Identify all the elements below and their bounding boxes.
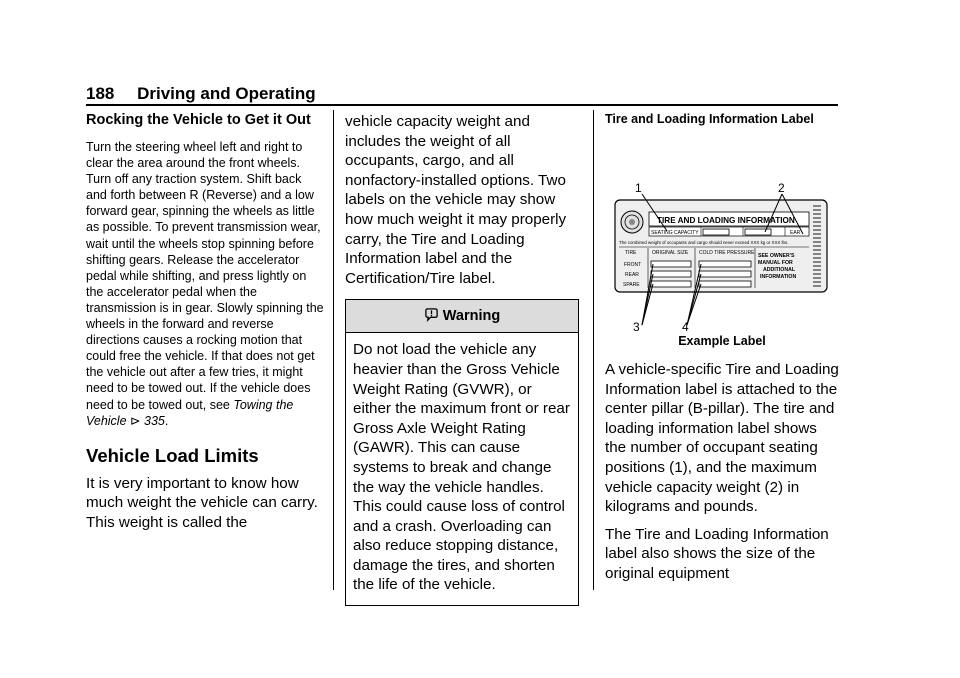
chapter-title: Driving and Operating [137,84,316,103]
warning-box [345,299,579,606]
load-limits-heading: Vehicle Load Limits [86,444,259,466]
fig-rear: EAR [790,230,801,236]
callout-1: 1 [635,181,642,195]
warning-text: Do not load the vehicle any heavier than the Gross Vehicle Weight Rating (GVWR), or either the maximum front or rear Gross Axle Weight Rating (GAWR). This can cause systems to break and change the way the vehicle handles. This could cause loss of control and a crash. Overloading can also reduce stopping distance, damage the tires, and shorten the life of the vehicle. [353,341,570,594]
fig-row-front: FRONT [624,262,642,268]
column-divider-right [593,110,594,590]
callout-3: 3 [633,320,640,332]
fig-see-owners-2: MANUAL FOR [758,260,793,266]
tire-label-heading: Tire and Loading Information Label [605,112,814,126]
fig-row-rear: REAR [625,272,639,278]
column-3 [605,112,839,584]
figure-caption: Example Label [678,334,766,348]
rocking-paragraph: Turn the steering wheel left and right to clear the area around the front wheels. Turn off any traction system. Shift back and forth between R (Reverse) and a low forward gear, spinning the wheels as little as possible. To prevent transmission wear, wait until the wheels stop spinning before shifting gears. Release the accelerator pedal while shifting, and press lightly on the accelerator pedal when the transmission is in gear. Slowly spinning the wheels in the forward and reverse directions causes a rocking motion that could free the vehicle. If that does not get the vehicle out after a few tries, it might need to be towed out. If the vehicle does need to be towed out, see Towing the Vehicle ⊳ 335. [86,140,324,428]
callout-4: 4 [682,320,689,332]
fig-seating-capacity: SEATING CAPACITY [651,230,699,236]
warning-title: Warning [442,308,501,325]
column-1 [86,112,324,532]
fig-col-tire: TIRE [625,250,637,256]
fig-label-title: TIRE AND LOADING INFORMATION [657,216,795,225]
towing-link-page[interactable]: 335 [144,413,165,428]
fig-see-owners-1: SEE OWNER'S [758,253,795,259]
towing-link[interactable]: Towing the Vehicle [86,397,294,428]
tire-loading-label-figure [605,132,839,332]
fig-see-owners-4: INFORMATION [760,274,797,280]
label-description-paragraph: A vehicle-specific Tire and Loading Information label is attached to the center pillar (B-pillar). The tire and loading information label shows the number of occupant seating positions (1), and the maximum vehicle capacity weight (2) in kilograms and pounds. [605,361,839,516]
fig-row-spare: SPARE [623,282,640,288]
label-size-paragraph: The Tire and Loading Information label also shows the size of the original equipment [605,525,829,582]
fig-see-owners-3: ADDITIONAL [763,267,795,273]
capacity-paragraph: vehicle capacity weight and includes the weight of all occupants, cargo, and all nonfactory-installed options. Two labels on the vehicle may show how much weight it may properly carry, the Tire and Loading Information label and the Certification/Tire label. [345,113,567,287]
rocking-heading: Rocking the Vehicle to Get it Out [86,112,311,128]
header-rule [86,104,838,106]
fig-col-cold-pressure: COLD TIRE PRESSURE [699,250,755,256]
column-2 [345,112,581,606]
barcode-strip [813,206,821,286]
warning-header [346,300,578,333]
page-ref-icon: ⊳ [130,413,141,428]
fig-col-original-size: ORIGINAL SIZE [652,250,689,256]
page-number: 188 [86,84,115,103]
page-header [86,84,316,104]
fig-combined-weight: The combined weight of occupants and cargo should never exceed XXX kg or XXX lbs. [619,240,789,245]
load-limits-paragraph: It is very important to know how much weight the vehicle can carry. This weight is called the [86,474,318,531]
callout-2: 2 [778,181,785,195]
column-divider-left [333,110,334,590]
warning-icon [424,307,439,322]
